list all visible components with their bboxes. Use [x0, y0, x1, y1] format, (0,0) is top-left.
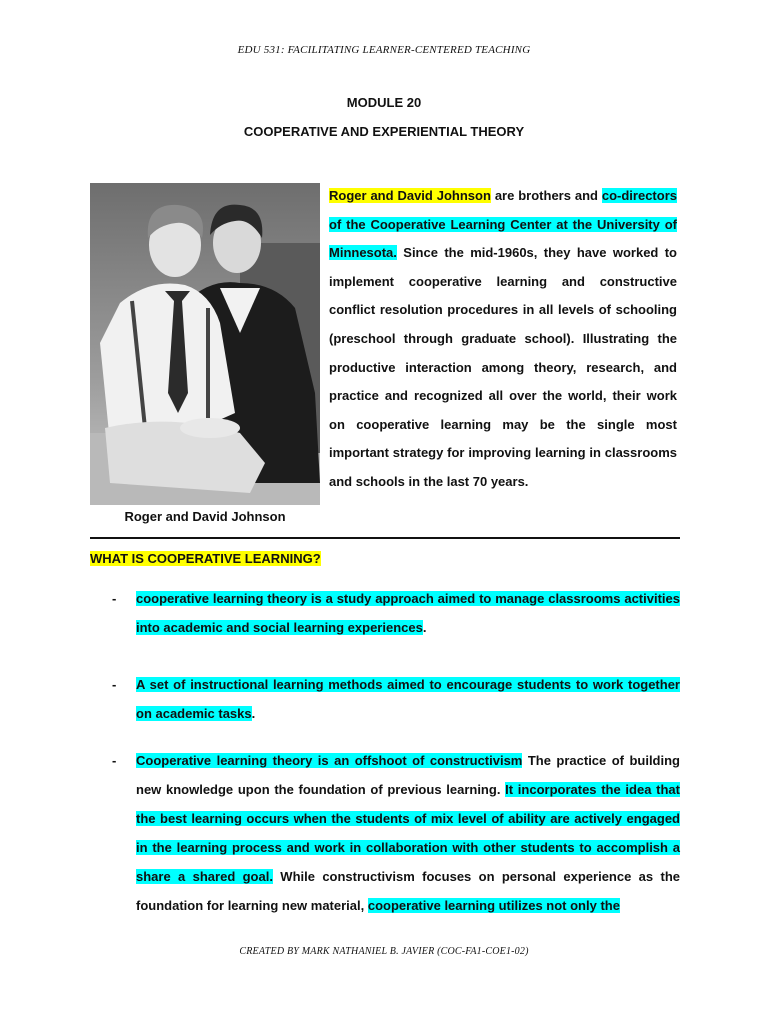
bullet-2-end: .	[251, 706, 256, 721]
codirectors-highlight: co-directors of the Cooperative Learning Center at the University of Minnesota.	[329, 188, 677, 261]
bullet-dash: -	[112, 753, 117, 768]
page-header: EDU 531: FACILITATING LEARNER-CENTERED TEACHING	[237, 44, 531, 56]
bullet-2-highlight: A set of instructional learning methods aimed to encourage students to work together on academic tasks	[136, 677, 680, 721]
list-item	[112, 584, 680, 642]
johnson-brothers-photo	[90, 183, 320, 505]
bullet-3-text-1: The practice of building new knowledge upon the foundation of previous learning.	[136, 753, 680, 797]
page-footer: CREATED BY MARK NATHANIEL B. JAVIER (COC-FA1-COE1-02)	[239, 946, 529, 957]
module-title: MODULE 20	[346, 95, 422, 110]
list-item	[112, 746, 680, 920]
bullet-3-text-2: While constructivism focuses on personal experience as the foundation for learning new material,	[136, 869, 680, 913]
bullet-dash: -	[112, 591, 117, 606]
bullet-text	[136, 670, 680, 728]
section-heading	[90, 551, 321, 566]
section-divider	[90, 537, 680, 539]
intro-paragraph	[329, 182, 677, 497]
list-item	[112, 670, 680, 728]
intro-text-2: Since the mid-1960s, they have worked to implement cooperative learning and constructive conflict resolution procedures in all levels of schooling (preschool through graduate school). Illustrating the productive interaction among theory, research, and practice and recognized all over the world, their work on cooperative learning may be the single most important strategy for improving learning in classrooms and schools in the last 70 years.	[329, 245, 677, 489]
bullet-1-end: .	[422, 620, 427, 635]
bullet-3-highlight-1: Cooperative learning theory is an offshoot of constructivism	[136, 753, 523, 768]
intro-text-1: are brothers and	[490, 188, 602, 203]
bullet-1-highlight: cooperative learning theory is a study approach aimed to manage classrooms activities into academic and social learning experiences	[136, 591, 680, 635]
bullet-dash: -	[112, 677, 117, 692]
section-heading-text: WHAT IS COOPERATIVE LEARNING?	[90, 551, 321, 566]
photo-caption: Roger and David Johnson	[124, 509, 286, 524]
johnson-names-highlight: Roger and David Johnson	[329, 188, 491, 203]
bullet-3-highlight-2: It incorporates the idea that the best learning occurs when the students of mix level of ability are actively engaged in the learning process and work in collaboration with other students to accomplish a share a shared goal.	[136, 782, 680, 884]
bullet-text	[136, 746, 680, 920]
bullet-text	[136, 584, 680, 642]
bullet-3-highlight-3: cooperative learning utilizes not only the	[367, 898, 620, 913]
photo-illustration	[90, 183, 320, 505]
module-subtitle: COOPERATIVE AND EXPERIENTIAL THEORY	[243, 124, 525, 139]
